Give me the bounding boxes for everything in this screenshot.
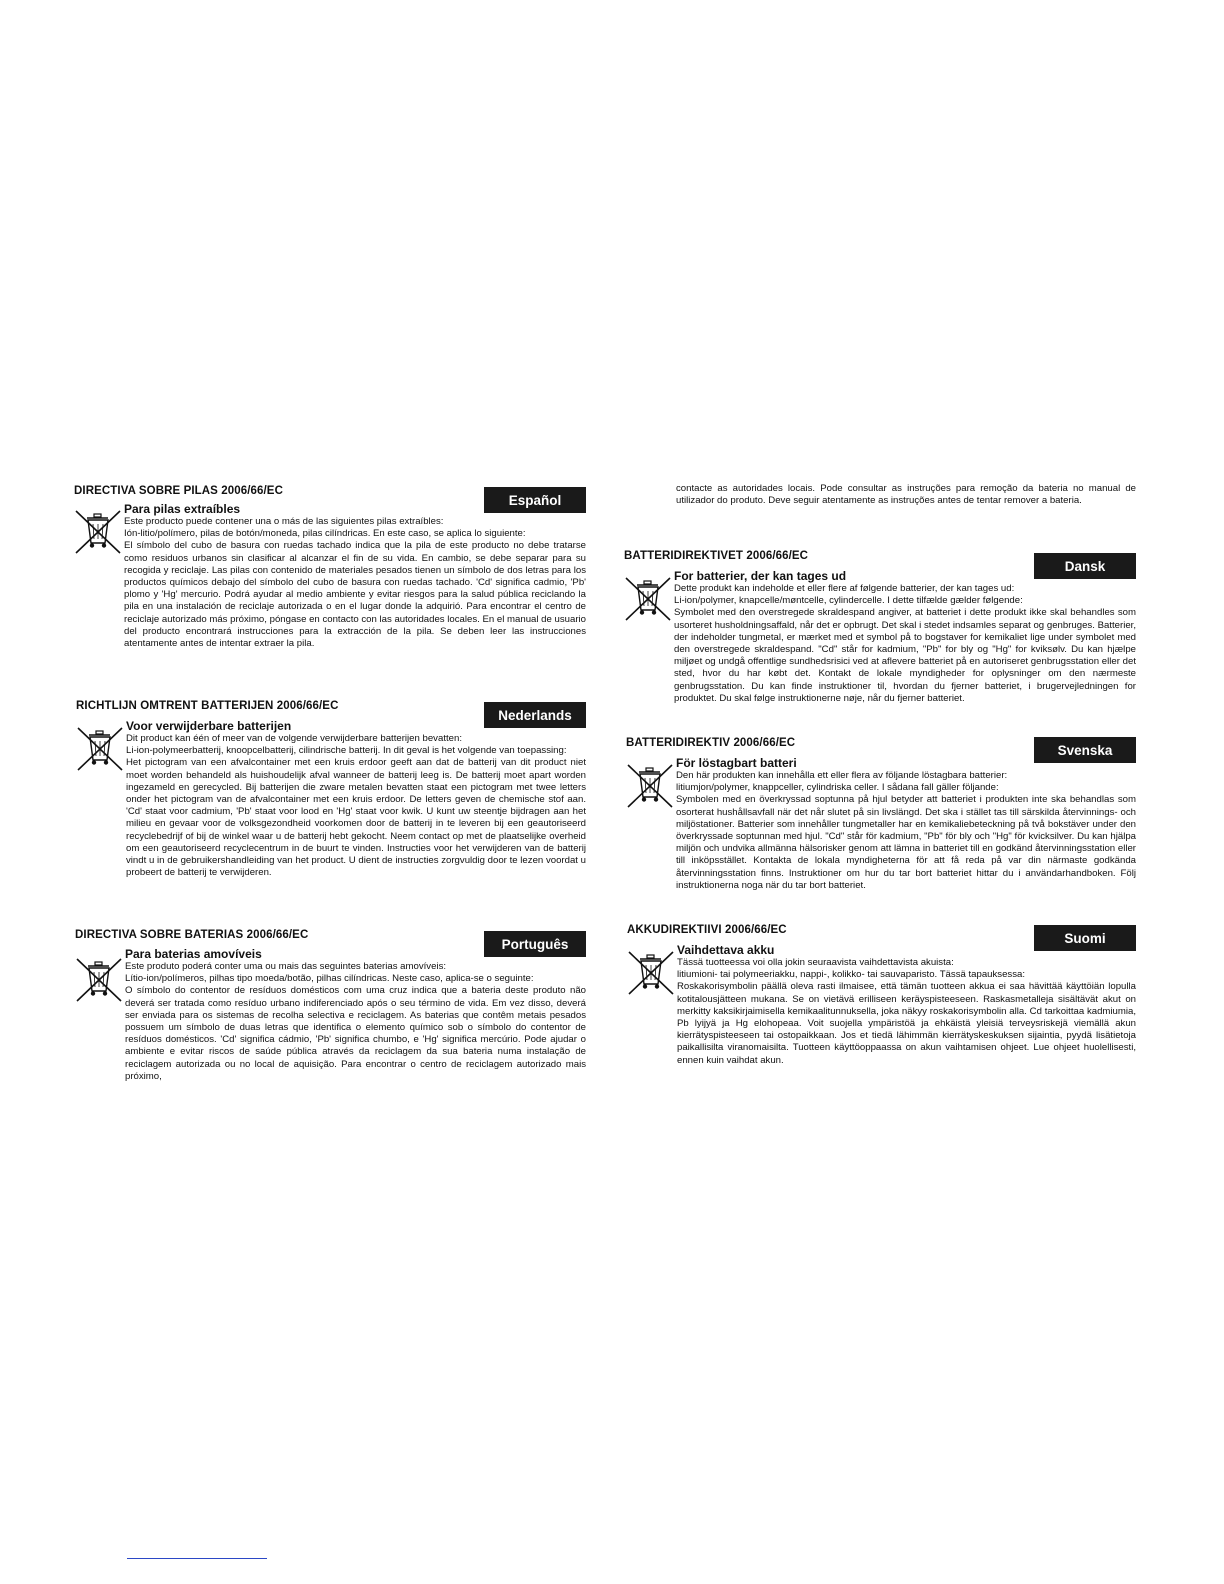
section-body bbox=[674, 583, 1136, 705]
section-subtitle: Para pilas extraíbles bbox=[124, 502, 241, 516]
language-badge: Nederlands bbox=[484, 702, 586, 728]
section-es bbox=[74, 485, 586, 675]
section-nl bbox=[76, 700, 586, 915]
section-sv bbox=[626, 737, 1136, 912]
section-title: AKKUDIREKTIIVI 2006/66/EC bbox=[627, 924, 787, 936]
section-da bbox=[624, 550, 1136, 730]
section-title: DIRECTIVA SOBRE BATERIAS 2006/66/EC bbox=[75, 929, 309, 941]
body-paragraph: Symbolen med en överkryssad soptunna på hjul betyder att batteriet i produkten inte ska behandlas som osorterat hushållsavfall när det når slutet på sin livslängd. Det ska i stället tas till särskilda återvinnings- och miljöstationer. Batterier som innehåller tungmetaller har en kemikaliebeteckning på två bokstäver under den överkryssade soptunnan med hjul. "Cd" står för kadmium, "Pb" för bly och "Hg" för kvicksilver. Du kan hjälpa miljön och undvika allmänna hälsorisker genom att lämna in batteriet till en godkänd återvinningsstation eller till inköpsstället. Kontakta de lokala myndigheterna för att få reda på var din närmaste godkända återvinningsstation finns. Instruktioner om hur du tar bort batteriet hittar du i användarhandboken. Följ instruktionerna noga när du tar bort batteriet. bbox=[676, 794, 1136, 891]
body-paragraph: Roskakorisymbolin päällä oleva rasti ilmaisee, että tämän tuotteen akkua ei saa hävittää käyttöiän lopulla kotitalousjätteen mukana. Se on vietävä erilliseen keräyspisteeseen. Raskasmetalleja sisältävät akut on merkitty kaksikirjaimisella kemikaalitunnuksella, joka näkyy roskakorisymbolin alla. Cd tarkoittaa kadmiumia, Pb lyijyä ja Hg elohopeaa. Voit suojella ympäristöä ja ehkäistä yleisiä terveysriskejä viemällä akun kierrätyspisteeseen tai ostopaikkaan. Jos et tiedä lähimmän kierrätyskeskuksen sijaintia, pyydä lisätietoja paikallisilta viranomaisilta. Tuotteen käyttöoppaassa on akun vaihtamisen ohjeet. Lue ohjeet huolellisesti, ennen kuin vaihdat akun. bbox=[677, 981, 1136, 1066]
language-badge: Dansk bbox=[1034, 553, 1136, 579]
section-body bbox=[124, 516, 586, 650]
section-subtitle: För löstagbart batteri bbox=[676, 756, 797, 770]
crossed-bin-icon bbox=[75, 955, 123, 1003]
body-paragraph: Symbolet med den overstregede skraldespand angiver, at batteriet i dette produkt ikke skal behandles som usorteret husholdningsaffald, når det er opbrugt. Det skal i stedet indsamles separat og genbruges. Batterier, der indeholder tungmetal, er mærket med et symbol på to bogstaver for kemikaliet lige under symbolet med den overstregede skraldespand. "Cd" står for kadmium, "Pb" for bly og "Hg" for kviksølv. Du kan hjælpe miljøet og undgå offentlige sundhedsrisici ved at aflevere batteriet på en autoriseret genbrugsstation eller det sted, hvor du har købt det. Kontakt de lokale myndigheder for oplysninger om den nærmeste genbrugsstation. Du kan finde instruktioner til, hvordan du fjerner batteriet, i brugervejledningen for produktet. Du skal følge instruktionerne nøje, når du fjerner batteriet. bbox=[674, 607, 1136, 704]
body-paragraph: Li-ion/polymer, knapcelle/møntcelle, cylindercelle. I dette tilfælde gælder følgende: bbox=[674, 595, 1023, 607]
section-title: BATTERIDIREKTIV 2006/66/EC bbox=[626, 737, 796, 749]
section-pt bbox=[75, 929, 586, 1094]
section-body bbox=[677, 957, 1136, 1067]
body-paragraph: Den här produkten kan innehålla ett eller flera av följande löstagbara batterier: bbox=[676, 770, 1008, 781]
body-paragraph: Het pictogram van een afvalcontainer met een kruis erdoor geeft aan dat de batterij van dit product niet moet worden behandeld als huishoudelijk afval wanneer de batterij leeg is. De batterij moet apart worden ingezameld en gerecycled. Bij batterijen die zware metalen bevatten staat een pictogram met twee letters onder het pictogram van de afvalcontainer met een kruis erdoor. De letters geven de chemische stof aan. 'Cd' staat voor cadmium, 'Pb' staat voor lood en 'Hg' staat voor kwik. U kunt uw steentje bijdragen aan het milieu en gevaar voor de volksgezondheid voorkomen door de batterij in te leveren bij een geautoriseerd recyclebedrijf of bij de winkel waar u de batterij hebt gekocht. Neem contact op met de plaatselijke overheid om een geautoriseerd recyclecentrum in de buurt te vinden. Instructies voor het verwijderen van de batterij vindt u in de gebruikershandleiding van het product. U dient de instructies zorgvuldig door te lezen voordat u probeert de batterij te verwijderen. bbox=[126, 757, 586, 879]
body-paragraph: litiumioni- tai polymeeriakku, nappi-, kolikko- tai sauvaparisto. Tässä tapauksessa: bbox=[677, 969, 1026, 981]
section-title: DIRECTIVA SOBRE PILAS 2006/66/EC bbox=[74, 485, 283, 497]
section-pt-continuation: contacte as autoridades locais. Pode consultar as instruções para remoção da bateria no manual de utilizador do produto. Deve seguir atentamente as instruções antes de tentar remover a bateria. bbox=[676, 483, 1136, 507]
footer-rule bbox=[127, 1558, 267, 1559]
language-badge: Español bbox=[484, 487, 586, 513]
section-subtitle: Voor verwijderbare batterijen bbox=[126, 719, 292, 733]
body-paragraph: Li-ion-polymeerbatterij, knoopcelbatterij, cilindrische batterij. In dit geval is het volgende van toepassing: bbox=[126, 745, 567, 757]
crossed-bin-icon bbox=[74, 507, 122, 555]
body-paragraph: Tässä tuotteessa voi olla jokin seuraavista vaihdettavista akuista: bbox=[677, 957, 954, 968]
body-paragraph: Dit product kan één of meer van de volgende verwijderbare batterijen bevatten: bbox=[126, 733, 462, 744]
language-badge: Português bbox=[484, 931, 586, 957]
language-badge: Svenska bbox=[1034, 737, 1136, 763]
section-fi bbox=[627, 924, 1136, 1094]
crossed-bin-icon bbox=[76, 724, 124, 772]
section-title: BATTERIDIREKTIVET 2006/66/EC bbox=[624, 550, 809, 562]
crossed-bin-icon bbox=[624, 574, 672, 622]
section-body bbox=[125, 961, 586, 1083]
section-title: RICHTLIJN OMTRENT BATTERIJEN 2006/66/EC bbox=[76, 700, 339, 712]
body-paragraph: Este producto puede contener una o más de las siguientes pilas extraíbles: bbox=[124, 516, 444, 527]
body-paragraph: Dette produkt kan indeholde et eller flere af følgende batterier, der kan tages ud: bbox=[674, 583, 1015, 594]
crossed-bin-icon bbox=[626, 761, 674, 809]
body-paragraph: Este produto poderá conter uma ou mais das seguintes baterias amovíveis: bbox=[125, 961, 447, 972]
section-body bbox=[676, 770, 1136, 892]
language-badge: Suomi bbox=[1034, 925, 1136, 951]
crossed-bin-icon bbox=[627, 948, 675, 996]
section-subtitle: For batterier, der kan tages ud bbox=[674, 569, 847, 583]
section-subtitle: Para baterias amovíveis bbox=[125, 947, 262, 961]
body-paragraph: O símbolo do contentor de resíduos domésticos com uma cruz indica que a bateria deste produto não deverá ser tratada como resíduo urbano indiferenciado após o seu término de vida. Em vez disso, deverá ser enviada para os sistemas de recolha selectiva e reciclagem. As baterias que contêm metais pesados possuem um símbolo de duas letras que identifica o elemento químico sob o símbolo do contentor de resíduos domésticos. 'Cd' significa cádmio, 'Pb' significa chumbo, e 'Hg' significa mercúrio. Pode ajudar o ambiente e evitar riscos de saúde pública através da reciclagem da sua bateria numa instalação de reciclagem autorizada ou no local de aquisição. Para encontrar o centro de reciclagem autorizado mais próximo, bbox=[125, 985, 586, 1082]
body-paragraph: El símbolo del cubo de basura con ruedas tachado indica que la pila de este producto no debe tratarse como residuos urbanos sin clasificar al alcanzar el fin de su vida. En cambio, se debe separar para su recogida y reciclaje. Las pilas con contenido de materiales pesados tienen un símbolo de dos letras para los productos químicos debajo del símbolo del cubo de basura con ruedas tachado. 'Cd' significa cadmio, 'Pb' plomo y 'Hg' mercurio. Podrá ayudar al medio ambiente y evitar riesgos para la salud pública reciclando la pila en una instalación de reciclaje autorizada o en el lugar donde la adquirió. Para encontrar el centro de reciclaje autorizado más próximo, póngase en contacto con las autoridades locales. En el manual de usuario del producto encontrará instrucciones para la extracción de la pila. Se deben leer las instrucciones atentamente antes de intentar extraer la pila. bbox=[124, 540, 586, 650]
section-body bbox=[126, 733, 586, 879]
body-paragraph: Ión-litio/polímero, pilas de botón/moneda, pilas cilíndricas. En este caso, se aplica lo siguiente: bbox=[124, 528, 526, 540]
body-paragraph: litiumjon/polymer, knappceller, cylindriska celler. I sådana fall gäller följande: bbox=[676, 782, 999, 794]
section-subtitle: Vaihdettava akku bbox=[677, 943, 775, 957]
body-paragraph: Lítio-ion/polímeros, pilhas tipo moeda/botão, pilhas cilíndricas. Neste caso, aplica-se o seguinte: bbox=[125, 973, 534, 985]
